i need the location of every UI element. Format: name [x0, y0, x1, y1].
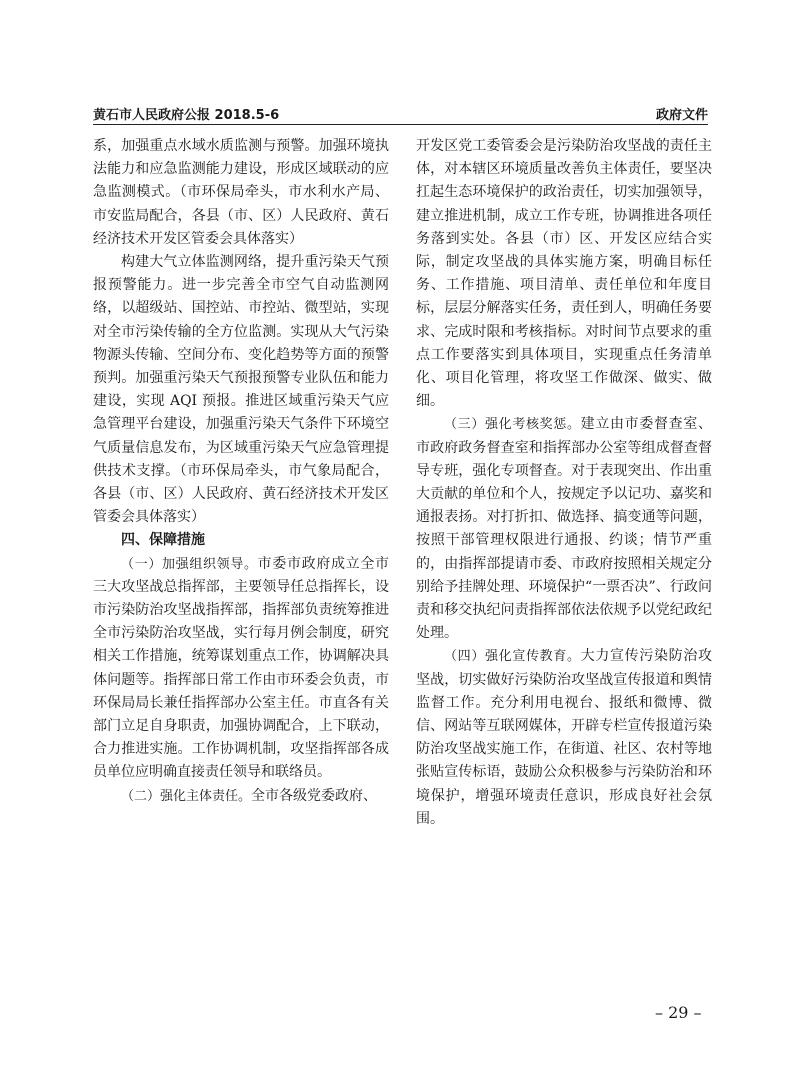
- paragraph: [93, 553, 389, 785]
- left-column: [93, 135, 389, 808]
- header-rule: [93, 124, 708, 125]
- paragraph-text: 全市各级党委政府、: [251, 787, 378, 804]
- subsection-keyword: （三）强化考核奖惩。: [444, 417, 581, 433]
- paragraph-text: 建立由市委督查室、市政府政务督查室和指挥部办公室等组成督查督导专班，强化专项督查。对于表现突出、作出重大贡献的单位和个人，按规定予以记功、嘉奖和通报表扬。对打折扣、做选择、搞变通等问题，按照干部管理权限进行通报、约谈；情节严重的，由指挥部提请市委、市政府按照相关规定分别给予挂牌处理、环境保护“一票否决”、行政问责和移交执纪问责指挥部依法依规予以党纪政纪处理。: [416, 416, 712, 642]
- paragraph-text: 市委市政府成立全市三大攻坚战总指挥部，主要领导任总指挥长，设市污染防治攻坚战指挥部，指挥部负责统筹推进全市污染防治攻坚战，实行每月例会制度，研究相关工作措施，统筹谋划重点工作，协调解决具体问题等。指挥部日常工作由市环委会负责，市环保局局长兼任指挥部办公室主任。市直各有关部门立足自身职责，加强协调配合，上下联动，合力推进实施。工作协调机制，攻坚指挥部各成员单位应明确直接责任领导和联络员。: [93, 555, 389, 781]
- paragraph: 构建大气立体监测网络，提升重污染天气预报预警能力。进一步完善全市空气自动监测网络，以超级站、国控站、市控站、微型站，实现对全市污染传输的全方位监测。实现从大气污染物源头传输、空间分布、变化趋势等方面的预警预判。加强重污染天气预报预警专业队伍和能力建设，实现 AQI 预报。推进区域重污染天气应急管理平台建设，加强重污染天气条件下环境空气质量信息发布，为区域重污染天气应急管理提供技术支撑。（市环保局牵头，市气象局配合，各县（市、区）人民政府、黄石经济技术开发区管委会具体落实）: [93, 254, 389, 526]
- paragraph: 系，加强重点水域水质监测与预警。加强环境执法能力和应急监测能力建设，形成区域联动的应急监测模式。（市环保局牵头，市水利水产局、市安监局配合，各县（市、区）人民政府、黄石经济技术开发区管委会具体落实）: [93, 138, 389, 247]
- section-title: 政府文件: [655, 108, 708, 123]
- section-heading: 四、保障措施: [121, 532, 205, 549]
- paragraph-text: 大力宣传污染防治攻坚战，切实做好污染防治攻坚战宣传报道和舆情监督工作。充分利用电视台、报纸和微博、微信、网站等互联网媒体，开辟专栏宣传报道污染防治攻坚战实施工作，在街道、社区、农村等地张贴宣传标语，鼓励公众积极参与污染防治和环境保护，增强环境责任意识，形成良好社会氛围。: [416, 648, 712, 827]
- running-header: [93, 104, 708, 126]
- subsection-keyword: （二）强化主体责任。: [121, 788, 252, 804]
- publication-title: 黄石市人民政府公报 2018.5-6: [93, 108, 280, 123]
- paragraph: 开发区党工委管委会是污染防治攻坚战的责任主体，对本辖区环境质量改善负主体责任，要坚决扛起生态环境保护的政治责任，切实加强领导，建立推进机制，成立工作专班，协调推进各项任务落到实处。各县（市）区、开发区应结合实际，制定攻坚战的具体实施方案，明确目标任务、工作措施、项目清单、责任单位和年度目标，层层分解落实任务，责任到人，明确任务要求、完成时限和考核指标。对时间节点要求的重点工作要落实到具体项目，实现重点任务清单化、项目化管理，将攻坚工作做深、做实、做细。: [416, 138, 712, 410]
- paragraph: [416, 645, 712, 831]
- page-number: – 29 –: [655, 1003, 702, 1022]
- subsection-keyword: （一）加强组织领导。: [121, 556, 258, 572]
- paragraph: [416, 413, 712, 645]
- subsection-keyword: （四）强化宣传教育。: [444, 649, 581, 665]
- paragraph: [93, 785, 389, 808]
- right-column: [416, 135, 712, 831]
